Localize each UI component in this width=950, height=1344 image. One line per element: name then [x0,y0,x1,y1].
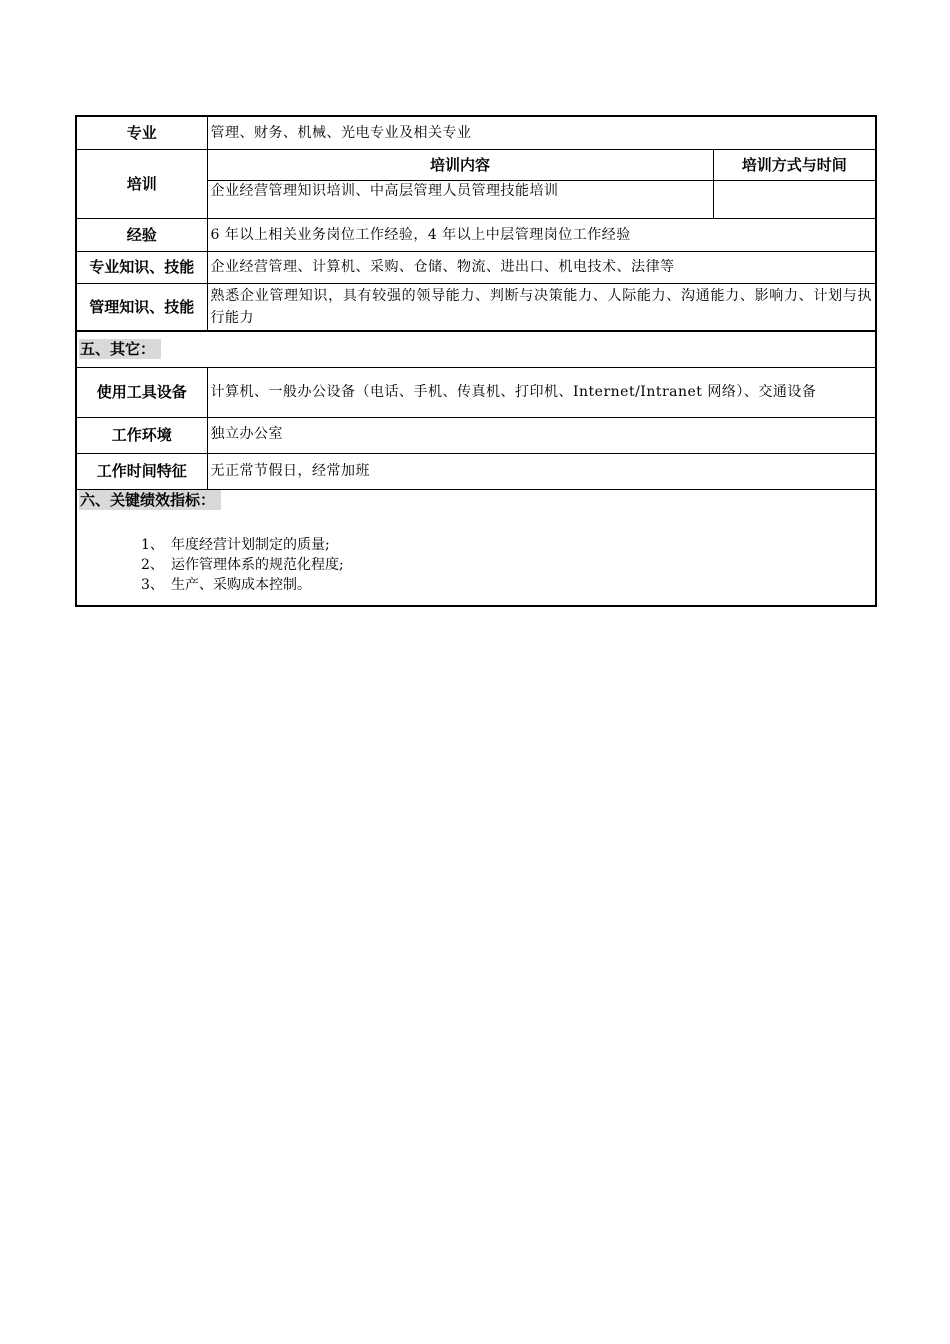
work-time-row [76,453,876,489]
work-time-value: 无正常节假日，经常加班 [207,453,876,489]
major-label: 专业 [76,116,207,149]
environment-row [76,417,876,453]
tools-row [76,367,876,417]
tools-value: 计算机、一般办公设备（电话、手机、传真机、打印机、Internet/Intranet 网络）、交通设备 [207,367,876,417]
experience-value: 6 年以上相关业务岗位工作经验，4 年以上中层管理岗位工作经验 [207,218,876,251]
experience-label: 经验 [76,218,207,251]
job-description-table [75,115,877,607]
work-time-label: 工作时间特征 [76,453,207,489]
professional-skills-value: 企业经营管理、计算机、采购、仓储、物流、进出口、机电技术、法律等 [207,251,876,283]
training-header-row [76,149,876,180]
section5-header-row [76,331,876,367]
kpi-list [141,535,875,595]
training-label: 培训 [76,149,207,218]
management-skills-label: 管理知识、技能 [76,283,207,331]
kpi-item: 1、 年度经营计划制定的质量; [141,536,330,553]
kpi-item: 3、 生产、采购成本控制。 [141,576,311,593]
major-row [76,116,876,149]
experience-row [76,218,876,251]
section6-title: 六、关键绩效指标： [79,490,221,510]
training-content-value: 企业经营管理知识培训、中高层管理人员管理技能培训 [207,180,713,218]
kpi-item: 2、 运作管理体系的规范化程度; [141,556,344,573]
tools-label: 使用工具设备 [76,367,207,417]
training-content-header: 培训内容 [207,149,713,180]
professional-skills-label: 专业知识、技能 [76,251,207,283]
section6-row [76,489,876,606]
training-method-header: 培训方式与时间 [713,149,876,180]
professional-skills-row [76,251,876,283]
environment-value: 独立办公室 [207,417,876,453]
management-skills-row [76,283,876,331]
section5-title: 五、其它： [79,339,161,359]
training-method-value [713,180,876,218]
management-skills-value: 熟悉企业管理知识，具有较强的领导能力、判断与决策能力、人际能力、沟通能力、影响力、计划与执行能力 [207,283,876,331]
major-value: 管理、财务、机械、光电专业及相关专业 [207,116,876,149]
environment-label: 工作环境 [76,417,207,453]
